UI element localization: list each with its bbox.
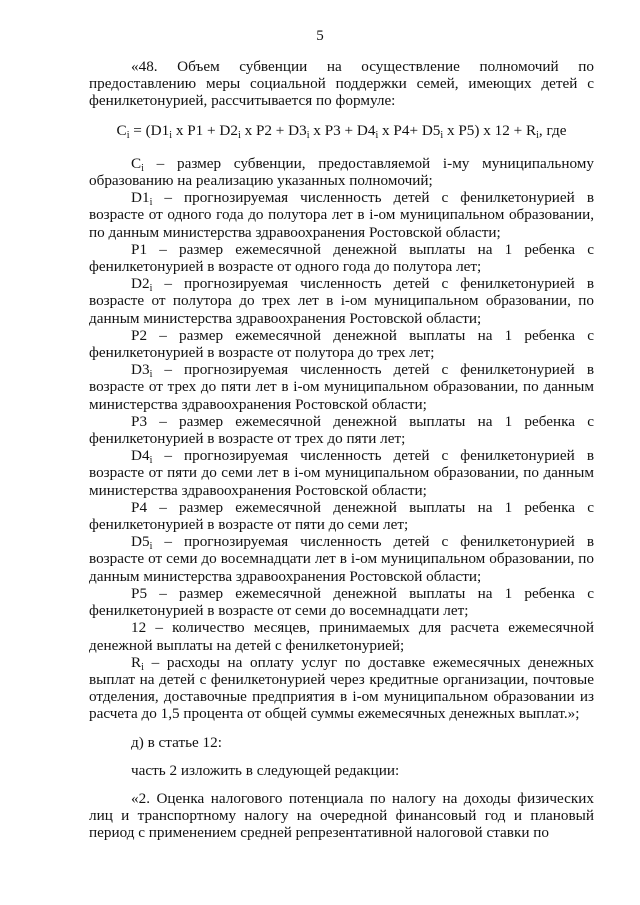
text-segment: P1 – размер ежемесячной денежной выплаты на 1 ребенка с фенилкетонурией в возрасте от одного года до полутора лет; xyxy=(89,240,594,276)
text-segment: д) в статье 12: xyxy=(131,733,222,751)
definition-c xyxy=(89,155,594,189)
text-segment: часть 2 изложить в следующей редакции: xyxy=(131,761,400,779)
formula xyxy=(89,122,594,139)
definition-p3 xyxy=(89,413,594,447)
text-segment: C xyxy=(131,154,142,172)
text-segment: P3 – размер ежемесячной денежной выплаты на 1 ребенка с фенилкетонурией в возрасте от трех до пяти лет; xyxy=(89,412,594,448)
part-2-text xyxy=(89,790,594,842)
text-segment: D5 xyxy=(131,533,150,551)
definition-p2 xyxy=(89,327,594,361)
definition-d4 xyxy=(89,447,594,499)
text-segment: P5 – размер ежемесячной денежной выплаты на 1 ребенка с фенилкетонурией в возрасте от семи до восемнадцати лет; xyxy=(89,584,594,620)
text-segment: – прогнозируемая численность детей с фенилкетонурией в возрасте от семи до восемнадцати лет в i-ом муниципальном образовании, по данным министерства здравоохранения Ростовской области; xyxy=(89,533,594,585)
text-segment: – прогнозируемая численность детей с фенилкетонурией в возрасте от полутора до трех лет в i-ом муниципальном образовании, по данным министерства здравоохранения Ростовской области; xyxy=(89,275,594,327)
subscript-index: i xyxy=(141,661,144,673)
text-segment: P2 – размер ежемесячной денежной выплаты на 1 ребенка с фенилкетонурией в возрасте от полутора до трех лет; xyxy=(89,326,594,362)
text-segment: x P2 + D3 xyxy=(240,121,307,139)
definition-d3 xyxy=(89,361,594,413)
part-2-instruction xyxy=(89,762,594,779)
text-segment: D3 xyxy=(131,361,150,379)
subscript-index: i xyxy=(149,541,153,553)
document-body xyxy=(89,58,594,842)
definition-r xyxy=(89,654,594,723)
text-segment: «2. Оценка налогового потенциала по налогу на доходы физических лиц и транспортному налогу на очередной финансовый год и плановый период с применением средней репрезентативной налоговой ставки по xyxy=(89,789,594,842)
definition-p4 xyxy=(89,499,594,533)
text-segment: – прогнозируемая численность детей с фенилкетонурией в возрасте от пяти до семи лет в i-ом муниципальном образовании, по данным министерства здравоохранения Ростовской области; xyxy=(89,447,594,499)
subscript-index: i xyxy=(149,455,153,467)
subscript-index: i xyxy=(149,197,153,209)
definition-d1 xyxy=(89,189,594,241)
subscript-index: i xyxy=(536,129,539,141)
article-12-heading xyxy=(89,734,594,751)
paragraph-article-48 xyxy=(89,58,594,110)
text-segment: – размер субвенции, предоставляемой i-му муниципальному образованию на реализацию указанных полномочий; xyxy=(89,154,594,190)
subscript-index: i xyxy=(149,283,153,295)
text-segment: D1 xyxy=(131,189,150,207)
definition-d5 xyxy=(89,533,594,585)
text-segment: – прогнозируемая численность детей с фенилкетонурией в возрасте от трех до пяти лет в i-ом муниципальном образовании, по данным министерства здравоохранения Ростовской области; xyxy=(89,361,594,413)
text-segment: P4 – размер ежемесячной денежной выплаты на 1 ребенка с фенилкетонурией в возрасте от пяти до семи лет; xyxy=(89,498,594,534)
text-segment: – расходы на оплату услуг по доставке ежемесячных денежных выплат на детей с фенилкетонурией через кредитные организации, почтовые отделения, доставочные предприятия в i-ом муниципальном образовании из расчета до 1,5 процента от общей суммы ежемесячных денежных выплат.»; xyxy=(89,653,594,723)
subscript-index: i xyxy=(126,129,130,141)
definition-p5 xyxy=(89,585,594,619)
text-segment: D2 xyxy=(131,275,150,293)
subscript-index: i xyxy=(149,369,153,381)
subscript-index: i xyxy=(141,162,144,174)
text-segment: x P4+ D5 xyxy=(378,121,441,139)
text-segment: «48. Объем субвенции на осуществление полномочий по предоставлению меры социальной поддержки семей, имеющих детей с фенилкетонурией, рассчитывается по формуле: xyxy=(89,58,594,110)
text-segment: , где xyxy=(538,121,567,139)
definition-p1 xyxy=(89,241,594,275)
definition-12 xyxy=(89,619,594,653)
text-segment: x P5) x 12 + R xyxy=(443,121,537,139)
subscript-index: i xyxy=(306,129,310,141)
subscript-index: i xyxy=(440,129,444,141)
text-segment: = (D1 xyxy=(129,121,170,139)
text-segment: 12 – количество месяцев, принимаемых для расчета ежемесячной денежной выплаты на детей с фенилкетонурией; xyxy=(89,619,594,654)
text-segment: R xyxy=(131,653,142,671)
text-segment: x P1 + D2 xyxy=(172,121,238,139)
definition-d2 xyxy=(89,275,594,327)
text-segment: x P3 + D4 xyxy=(309,121,376,139)
subscript-index: i xyxy=(169,129,173,141)
page-number: 5 xyxy=(316,28,324,44)
text-segment: D4 xyxy=(131,447,150,465)
text-segment: C xyxy=(116,121,127,139)
subscript-index: i xyxy=(237,129,241,141)
subscript-index: i xyxy=(375,129,379,141)
text-segment: – прогнозируемая численность детей с фенилкетонурией в возрасте от одного года до полутора лет в i-ом муниципальном образовании, по данным министерства здравоохранения Ростовской области; xyxy=(89,189,594,241)
